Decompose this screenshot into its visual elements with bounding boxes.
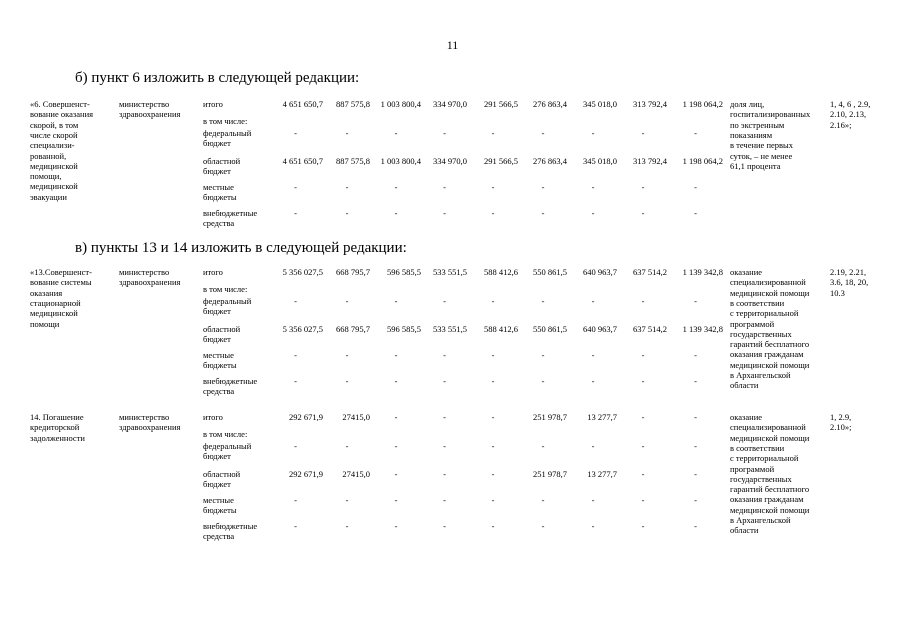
item-executor: здравоохранения xyxy=(119,277,181,288)
target-indicator: программой xyxy=(730,318,775,329)
value-cell: 596 585,5 xyxy=(387,267,421,277)
value-dash: - xyxy=(345,495,349,505)
value-dash: - xyxy=(541,128,545,138)
value-dash: - xyxy=(345,350,349,360)
funding-source: бюджет xyxy=(203,334,231,345)
funding-source: областной xyxy=(203,156,241,166)
value-dash: - xyxy=(694,412,697,422)
item-title: помощи xyxy=(30,318,60,329)
value-dash: - xyxy=(641,296,645,306)
value-dash: - xyxy=(541,296,545,306)
value-cell: 1 198 064,2 xyxy=(682,156,723,166)
item-title: специализи- xyxy=(30,140,75,151)
item-title: вование системы xyxy=(30,277,92,288)
target-indicator: оказание xyxy=(730,412,763,422)
value-dash: - xyxy=(694,208,697,218)
funding-source: средства xyxy=(203,531,235,542)
target-indicator: государственных xyxy=(730,328,792,339)
value-dash: - xyxy=(345,182,349,192)
related-items: 2.16»; xyxy=(830,119,852,130)
value-cell: 345 018,0 xyxy=(583,99,617,109)
value-dash: - xyxy=(491,208,495,218)
value-dash: - xyxy=(443,350,446,360)
value-cell: 550 861,5 xyxy=(533,267,567,277)
funding-source: бюджеты xyxy=(203,360,237,371)
target-indicator: суток, – не менее xyxy=(730,150,793,161)
value-dash: - xyxy=(491,495,495,505)
value-dash: - xyxy=(694,128,697,138)
value-dash: - xyxy=(591,521,595,531)
value-cell: 27415,0 xyxy=(342,469,370,479)
value-cell: 668 795,7 xyxy=(336,324,370,334)
value-dash: - xyxy=(541,495,545,505)
item-title: кредиторской xyxy=(30,422,80,433)
value-cell: 668 795,7 xyxy=(336,267,370,277)
funding-source: федеральный xyxy=(203,296,252,306)
target-indicator: медицинской помощи xyxy=(730,504,810,515)
value-dash: - xyxy=(641,128,645,138)
value-dash: - xyxy=(394,182,398,192)
value-cell: 251 978,7 xyxy=(533,469,567,479)
target-indicator: с территориальной xyxy=(730,453,799,464)
value-dash: - xyxy=(443,376,446,386)
target-indicator: оказание xyxy=(730,267,763,277)
funding-source: средства xyxy=(203,218,235,229)
item-title: медицинской xyxy=(30,160,78,171)
value-cell: 292 671,9 xyxy=(289,412,323,422)
value-dash: - xyxy=(694,182,697,192)
value-cell: 13 277,7 xyxy=(587,412,617,422)
value-cell: 4 651 650,7 xyxy=(282,99,323,109)
value-dash: - xyxy=(294,495,297,505)
related-items: 1, 4, 6 , 2.9, xyxy=(830,99,871,109)
funding-source: в том числе: xyxy=(203,284,248,294)
value-dash: - xyxy=(394,412,398,422)
value-dash: - xyxy=(694,495,697,505)
funding-source: итого xyxy=(203,412,223,422)
value-dash: - xyxy=(394,469,398,479)
value-cell: 1 139 342,8 xyxy=(682,267,723,277)
value-cell: 5 356 027,5 xyxy=(282,267,323,277)
value-dash: - xyxy=(541,350,545,360)
item-executor: здравоохранения xyxy=(119,422,181,433)
value-cell: 637 514,2 xyxy=(633,267,667,277)
value-dash: - xyxy=(294,296,297,306)
section-heading: б) пункт 6 изложить в следующей редакции: xyxy=(75,70,360,86)
target-indicator: оказания гражданам xyxy=(730,494,804,505)
target-indicator: в Архангельской xyxy=(730,515,791,525)
value-dash: - xyxy=(443,296,446,306)
value-cell: 596 585,5 xyxy=(387,324,421,334)
value-dash: - xyxy=(294,350,297,360)
value-dash: - xyxy=(443,469,446,479)
value-dash: - xyxy=(294,521,297,531)
item-title: эвакуации xyxy=(30,191,67,202)
item-executor: министерство xyxy=(119,267,170,277)
target-indicator: специализированной xyxy=(730,277,806,288)
funding-source: бюджеты xyxy=(203,505,237,516)
funding-source: бюджет xyxy=(203,166,231,177)
related-items: 2.19, 2.21, xyxy=(830,267,867,277)
target-indicator: оказания гражданам xyxy=(730,349,804,360)
value-dash: - xyxy=(694,441,697,451)
item-title: 14. Погашение xyxy=(30,412,84,422)
funding-source: федеральный xyxy=(203,128,252,138)
value-cell: 251 978,7 xyxy=(533,412,567,422)
value-dash: - xyxy=(294,182,297,192)
value-cell: 334 970,0 xyxy=(433,99,467,109)
value-dash: - xyxy=(345,128,349,138)
funding-source: внебюджетные xyxy=(203,208,258,218)
value-cell: 313 792,4 xyxy=(633,99,667,109)
value-cell: 13 277,7 xyxy=(587,469,617,479)
value-dash: - xyxy=(443,441,446,451)
item-title: медицинской xyxy=(30,308,78,319)
funding-source: средства xyxy=(203,386,235,397)
value-dash: - xyxy=(394,495,398,505)
value-dash: - xyxy=(491,350,495,360)
value-dash: - xyxy=(591,350,595,360)
value-dash: - xyxy=(394,128,398,138)
item-title: скорой, в том xyxy=(30,119,79,130)
funding-source: внебюджетные xyxy=(203,376,258,386)
related-items: 1, 2.9, xyxy=(830,412,852,422)
value-cell: 887 575,8 xyxy=(336,156,370,166)
target-indicator: специализированной xyxy=(730,422,806,433)
item-title: числе скорой xyxy=(30,129,78,140)
target-indicator: госпитализированных xyxy=(730,109,811,120)
funding-source: федеральный xyxy=(203,441,252,451)
value-cell: 588 412,6 xyxy=(484,324,518,334)
funding-source: областной xyxy=(203,469,241,479)
target-indicator: в соответствии xyxy=(730,297,785,308)
value-dash: - xyxy=(491,296,495,306)
value-dash: - xyxy=(491,376,495,386)
value-dash: - xyxy=(541,182,545,192)
value-cell: 291 566,5 xyxy=(484,156,518,166)
item-title: «13.Совершенст- xyxy=(30,267,92,277)
target-indicator: медицинской помощи xyxy=(730,287,810,298)
value-dash: - xyxy=(345,521,349,531)
item-executor: министерство xyxy=(119,99,170,109)
value-dash: - xyxy=(591,495,595,505)
value-cell: 637 514,2 xyxy=(633,324,667,334)
funding-source: бюджеты xyxy=(203,192,237,203)
item-title: задолженности xyxy=(30,432,85,443)
value-dash: - xyxy=(541,441,545,451)
target-indicator: государственных xyxy=(730,473,792,484)
funding-source: местные xyxy=(203,182,234,192)
target-indicator: по экстренным xyxy=(730,119,785,130)
value-dash: - xyxy=(491,521,495,531)
value-dash: - xyxy=(694,376,697,386)
item-title: медицинской xyxy=(30,181,78,192)
value-dash: - xyxy=(641,412,645,422)
value-cell: 291 566,5 xyxy=(484,99,518,109)
value-dash: - xyxy=(694,469,697,479)
value-dash: - xyxy=(491,441,495,451)
funding-source: бюджет xyxy=(203,451,231,462)
value-cell: 640 963,7 xyxy=(583,324,617,334)
page-number: 11 xyxy=(446,38,459,52)
value-dash: - xyxy=(294,376,297,386)
item-title: стационарной xyxy=(30,297,81,308)
value-dash: - xyxy=(491,128,495,138)
value-dash: - xyxy=(443,182,446,192)
value-cell: 276 863,4 xyxy=(533,156,567,166)
value-dash: - xyxy=(345,296,349,306)
funding-source: бюджет xyxy=(203,306,231,317)
target-indicator: области xyxy=(730,380,759,391)
value-cell: 276 863,4 xyxy=(533,99,567,109)
value-dash: - xyxy=(491,182,495,192)
target-indicator: показаниям xyxy=(730,129,773,140)
value-dash: - xyxy=(294,128,297,138)
item-title: вование оказания xyxy=(30,109,94,120)
value-dash: - xyxy=(641,182,645,192)
item-title: помощи, xyxy=(30,171,62,182)
funding-source: внебюджетные xyxy=(203,521,258,531)
value-dash: - xyxy=(491,412,495,422)
value-cell: 1 003 800,4 xyxy=(380,156,421,166)
value-cell: 27415,0 xyxy=(342,412,370,422)
value-cell: 4 651 650,7 xyxy=(282,156,323,166)
funding-source: итого xyxy=(203,99,223,109)
value-dash: - xyxy=(443,521,446,531)
value-cell: 1 003 800,4 xyxy=(380,99,421,109)
value-cell: 588 412,6 xyxy=(484,267,518,277)
value-dash: - xyxy=(641,521,645,531)
value-dash: - xyxy=(591,182,595,192)
value-dash: - xyxy=(591,376,595,386)
item-title: оказания xyxy=(30,287,63,298)
target-indicator: в течение первых xyxy=(730,140,794,151)
value-dash: - xyxy=(641,350,645,360)
item-title: рованной, xyxy=(30,150,67,161)
value-dash: - xyxy=(345,376,349,386)
item-executor: министерство xyxy=(119,412,170,422)
target-indicator: медицинской помощи xyxy=(730,432,810,443)
value-dash: - xyxy=(694,350,697,360)
value-dash: - xyxy=(394,521,398,531)
value-cell: 5 356 027,5 xyxy=(282,324,323,334)
value-dash: - xyxy=(345,441,349,451)
value-dash: - xyxy=(491,469,495,479)
value-cell: 345 018,0 xyxy=(583,156,617,166)
funding-source: местные xyxy=(203,350,234,360)
value-dash: - xyxy=(443,412,446,422)
target-indicator: области xyxy=(730,525,759,536)
value-dash: - xyxy=(641,376,645,386)
funding-source: областной xyxy=(203,324,241,334)
value-cell: 1 139 342,8 xyxy=(682,324,723,334)
value-dash: - xyxy=(591,128,595,138)
value-dash: - xyxy=(394,350,398,360)
value-dash: - xyxy=(541,521,545,531)
target-indicator: медицинской помощи xyxy=(730,359,810,370)
funding-source: бюджет xyxy=(203,479,231,490)
value-dash: - xyxy=(694,296,697,306)
value-cell: 640 963,7 xyxy=(583,267,617,277)
value-cell: 313 792,4 xyxy=(633,156,667,166)
value-cell: 550 861,5 xyxy=(533,324,567,334)
target-indicator: программой xyxy=(730,463,775,474)
value-dash: - xyxy=(394,208,398,218)
target-indicator: гарантий бесплатного xyxy=(730,339,810,350)
value-dash: - xyxy=(641,495,645,505)
value-dash: - xyxy=(345,208,349,218)
value-dash: - xyxy=(541,376,545,386)
value-dash: - xyxy=(394,441,398,451)
value-dash: - xyxy=(541,208,545,218)
value-dash: - xyxy=(591,296,595,306)
funding-source: в том числе: xyxy=(203,116,248,126)
value-dash: - xyxy=(394,376,398,386)
target-indicator: в соответствии xyxy=(730,442,785,453)
related-items: 2.10»; xyxy=(830,422,852,433)
target-indicator: в Архангельской xyxy=(730,370,791,380)
value-dash: - xyxy=(641,441,645,451)
value-dash: - xyxy=(591,208,595,218)
funding-source: бюджет xyxy=(203,138,231,149)
value-dash: - xyxy=(294,208,297,218)
related-items: 10.3 xyxy=(830,287,845,298)
section-heading: в) пункты 13 и 14 изложить в следующей редакции: xyxy=(75,240,407,256)
funding-source: в том числе: xyxy=(203,429,248,439)
value-dash: - xyxy=(591,441,595,451)
item-title: «6. Совершенст- xyxy=(30,99,90,109)
target-indicator: 61,1 процента xyxy=(730,160,781,171)
value-cell: 887 575,8 xyxy=(336,99,370,109)
value-dash: - xyxy=(443,208,446,218)
value-dash: - xyxy=(694,521,697,531)
value-dash: - xyxy=(641,208,645,218)
target-indicator: доля лиц, xyxy=(730,99,765,109)
related-items: 3.6, 18, 20, xyxy=(830,277,869,288)
funding-source: местные xyxy=(203,495,234,505)
funding-source: итого xyxy=(203,267,223,277)
value-dash: - xyxy=(443,128,446,138)
value-cell: 334 970,0 xyxy=(433,156,467,166)
related-items: 2.10, 2.13, xyxy=(830,109,867,120)
value-dash: - xyxy=(443,495,446,505)
value-dash: - xyxy=(641,469,645,479)
item-executor: здравоохранения xyxy=(119,109,181,120)
target-indicator: гарантий бесплатного xyxy=(730,484,810,495)
value-cell: 292 671,9 xyxy=(289,469,323,479)
value-cell: 1 198 064,2 xyxy=(682,99,723,109)
target-indicator: с территориальной xyxy=(730,308,799,319)
value-cell: 533 551,5 xyxy=(433,267,467,277)
value-dash: - xyxy=(294,441,297,451)
value-dash: - xyxy=(394,296,398,306)
value-cell: 533 551,5 xyxy=(433,324,467,334)
